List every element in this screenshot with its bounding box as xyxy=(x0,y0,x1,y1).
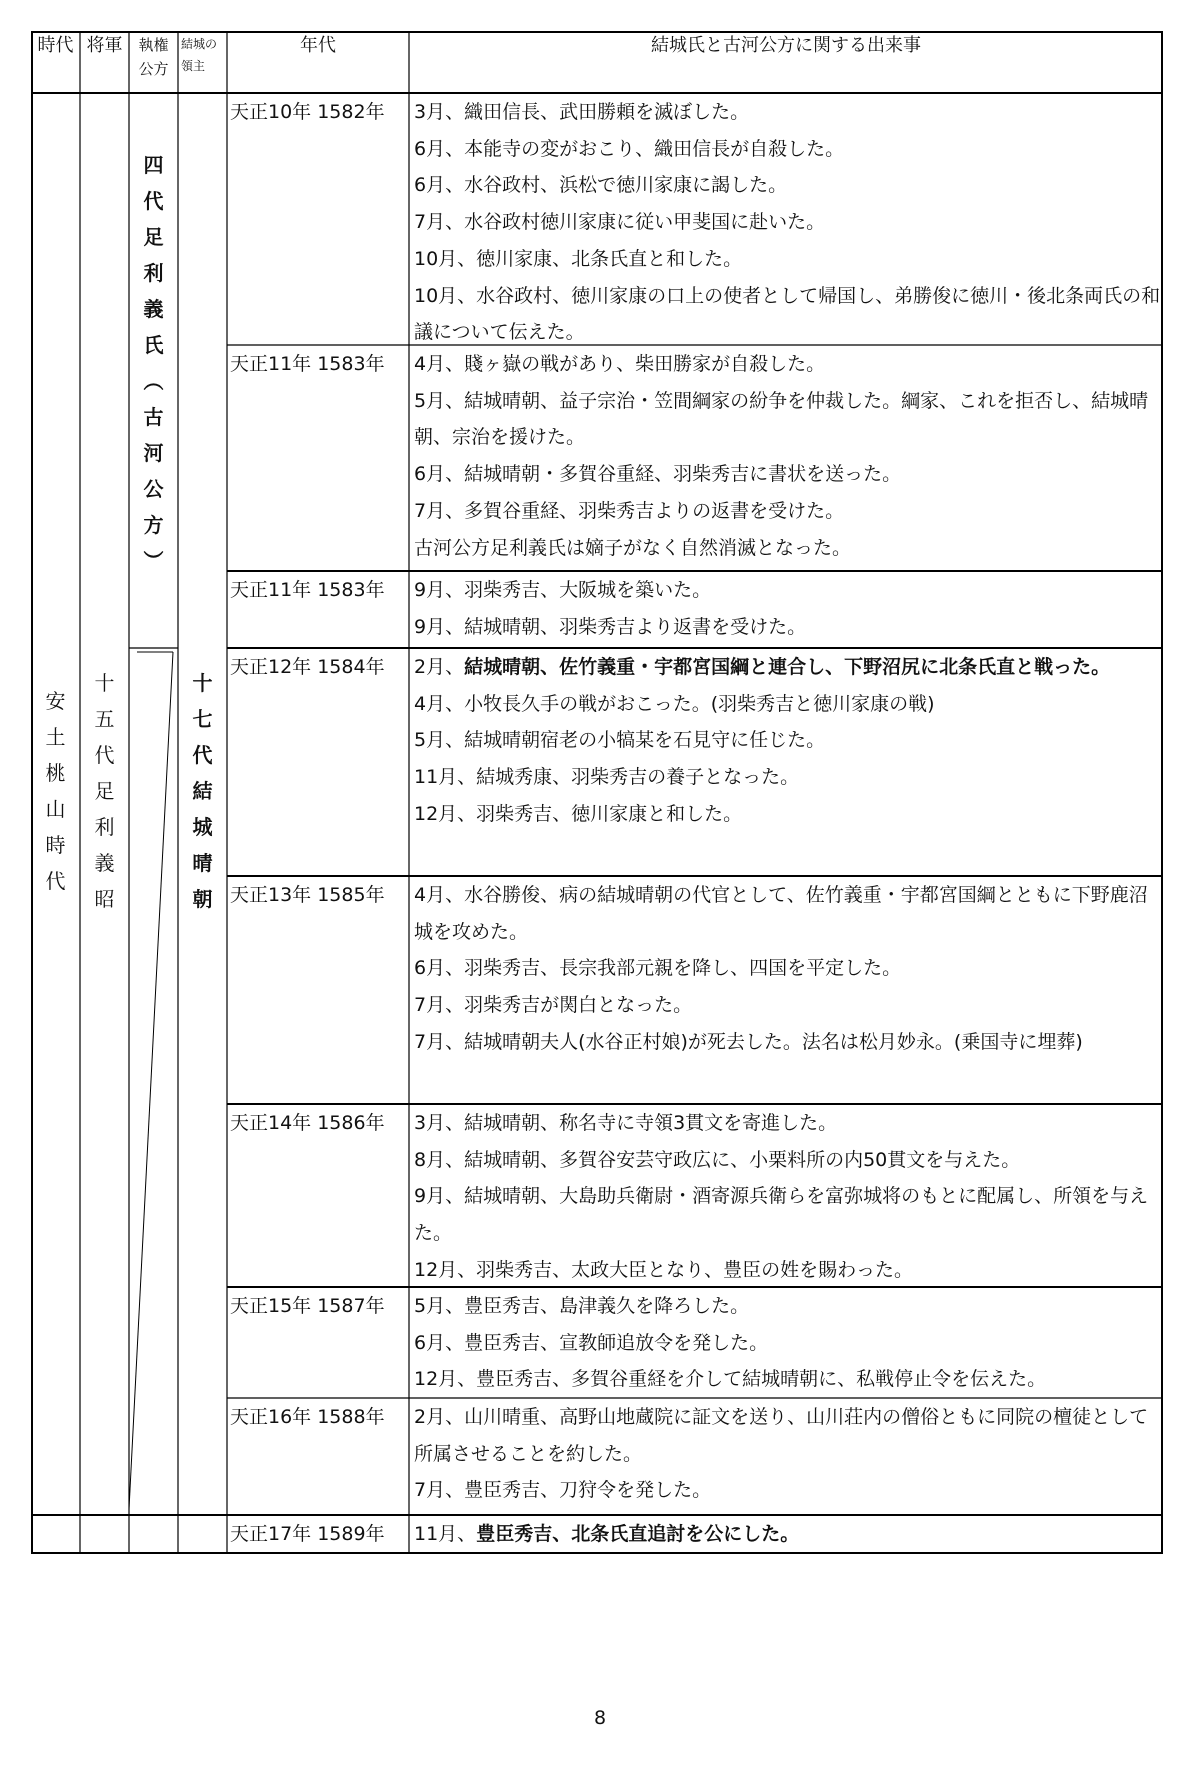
events-cell xyxy=(409,346,1163,571)
kubo-char: ︵ xyxy=(143,369,164,393)
kubo-char: 四 xyxy=(143,153,164,177)
kubo-char: 足 xyxy=(143,225,164,249)
era-char: 安 xyxy=(45,689,66,713)
event-item: 10月、徳川家康、北条氏直と和した。 xyxy=(414,247,743,270)
lord-char: 朝 xyxy=(192,887,213,911)
shogun-char: 義 xyxy=(94,851,115,875)
kubo-char: 利 xyxy=(143,261,164,285)
event-item: 11月、結城秀康、羽柴秀吉の養子となった。 xyxy=(414,766,800,789)
events-cell xyxy=(409,649,1163,876)
shogun-char: 昭 xyxy=(94,887,115,911)
shogun-char: 十 xyxy=(94,671,115,695)
event-item: 3月、織田信長、武田勝頼を滅ぼした。 xyxy=(414,101,750,123)
lord-char: 七 xyxy=(192,707,213,731)
header-year xyxy=(227,31,409,93)
event-item: 3月、結城晴朝、称名寺に寺領3貫文を寄進した。 xyxy=(414,1112,838,1134)
kubo-char: 代 xyxy=(143,189,164,213)
year-cell: 天正10年 1582年 xyxy=(230,101,385,123)
year-cell: 天正13年 1585年 xyxy=(230,884,385,906)
kubo-char: 義 xyxy=(143,297,164,321)
event-item: 2月、山川晴重、高野山地蔵院に証文を送り、山川荘内の僧俗ともに同院の檀徒として所属させることを約した。 xyxy=(414,1406,1149,1465)
year-cell: 天正15年 1587年 xyxy=(230,1295,385,1317)
event-item: 6月、本能寺の変がおこり、織田信長が自殺した。 xyxy=(414,137,845,160)
event-item: 12月、羽柴秀吉、徳川家康と和した。 xyxy=(414,802,743,825)
header-lord-line1: 結城の xyxy=(181,37,218,51)
header-lord xyxy=(178,33,227,93)
event-item: 7月、羽柴秀吉が関白となった。 xyxy=(414,994,693,1017)
event-item: 6月、結城晴朝・多賀谷重経、羽柴秀吉に書状を送った。 xyxy=(414,463,902,486)
event-bold-text: 結城晴朝、佐竹義重・宇都宮国綱と連合し、下野沼尻に北条氏直と戦った。 xyxy=(464,656,1111,678)
kubo-char: 公 xyxy=(143,477,164,501)
lord-char: 城 xyxy=(192,815,213,839)
era-char: 時 xyxy=(45,833,66,857)
event-item: 8月、結城晴朝、多賀谷安芸守政広に、小栗料所の内50貫文を与えた。 xyxy=(414,1148,1021,1171)
era-name-vertical xyxy=(31,683,80,899)
year-cell: 天正16年 1588年 xyxy=(230,1406,385,1428)
events-cell xyxy=(409,877,1163,1104)
shogun-char: 利 xyxy=(94,815,115,839)
event-item: 5月、結城晴朝、益子宗治・笠間綱家の紛争を仲裁した。綱家、これを拒否し、結城晴朝、宗治を援けた。 xyxy=(414,389,1149,449)
events-cell xyxy=(409,1105,1163,1287)
header-events xyxy=(409,31,1163,93)
era-char: 代 xyxy=(45,869,66,893)
kubo-char: ︶ xyxy=(143,549,164,573)
header-shogun-label: 将軍 xyxy=(86,35,123,56)
events-cell xyxy=(409,1288,1163,1398)
era-char: 桃 xyxy=(45,761,66,785)
year-cell: 天正14年 1586年 xyxy=(230,1112,385,1134)
header-events-label: 結城氏と古河公方に関する出来事 xyxy=(651,35,921,56)
header-era-label: 時代 xyxy=(37,35,74,56)
era-char: 山 xyxy=(45,797,66,821)
event-item: 10月、水谷政村、徳川家康の口上の使者として帰国し、弟勝俊に徳川・後北条両氏の和議について伝えた。 xyxy=(414,284,1161,344)
year-cell: 天正17年 1589年 xyxy=(230,1523,385,1545)
history-table xyxy=(31,31,1163,1554)
kubo-char: 古 xyxy=(143,405,164,429)
header-regent-line1: 執権 xyxy=(138,36,169,54)
event-item: 古河公方足利義氏は嫡子がなく自然消滅となった。 xyxy=(414,536,852,559)
shogun-char: 五 xyxy=(94,707,115,731)
event-item: 7月、水谷政村徳川家康に従い甲斐国に赴いた。 xyxy=(414,211,826,234)
shogun-name-vertical xyxy=(80,665,129,917)
events-cell xyxy=(409,572,1163,648)
lord-char: 代 xyxy=(192,743,213,767)
year-cell: 天正12年 1584年 xyxy=(230,656,385,678)
header-regent-line2: 公方 xyxy=(138,60,169,78)
page-number: 8 xyxy=(593,1707,607,1729)
events-cell xyxy=(409,1399,1163,1515)
event-item: 5月、豊臣秀吉、島津義久を降ろした。 xyxy=(414,1295,750,1317)
header-lord-line2: 領主 xyxy=(181,59,206,73)
event-bold-text: 豊臣秀吉、北条氏直追討を公にした。 xyxy=(476,1523,800,1545)
kubo-char: 氏 xyxy=(143,333,164,357)
lord-char: 晴 xyxy=(192,851,213,875)
event-item: 7月、多賀谷重経、羽柴秀吉よりの返書を受けた。 xyxy=(414,499,845,522)
header-era xyxy=(31,31,80,93)
event-item: 4月、水谷勝俊、病の結城晴朝の代官として、佐竹義重・宇都宮国綱とともに下野鹿沼城を攻めた。 xyxy=(414,884,1148,943)
event-prefix: 2月、 xyxy=(414,656,465,678)
year-cell: 天正11年 1583年 xyxy=(230,579,385,601)
kubo-char: 河 xyxy=(143,441,164,465)
event-item: 4月、小牧長久手の戦がおこった。(羽柴秀吉と徳川家康の戦) xyxy=(414,692,935,715)
event-item xyxy=(414,1516,1161,1553)
kubo-name-vertical xyxy=(129,147,178,579)
lord-char: 結 xyxy=(192,779,213,803)
event-item: 9月、羽柴秀吉、大阪城を築いた。 xyxy=(414,579,712,601)
header-year-label: 年代 xyxy=(300,35,336,56)
event-item: 4月、賤ヶ嶽の戦があり、柴田勝家が自殺した。 xyxy=(414,353,826,375)
kubo-char: 方 xyxy=(143,513,164,537)
lord-name-vertical xyxy=(178,665,227,917)
event-item: 7月、豊臣秀吉、刀狩令を発した。 xyxy=(414,1479,712,1502)
year-cell: 天正11年 1583年 xyxy=(230,353,385,375)
event-item: 6月、水谷政村、浜松で徳川家康に謁した。 xyxy=(414,174,788,197)
shogun-char: 足 xyxy=(94,779,115,803)
event-item: 12月、羽柴秀吉、太政大臣となり、豊臣の姓を賜わった。 xyxy=(414,1258,913,1281)
lord-char: 十 xyxy=(192,671,213,695)
event-item xyxy=(414,649,1161,686)
event-item: 7月、結城晴朝夫人(水谷正村娘)が死去した。法名は松月妙永。(乗国寺に埋葬) xyxy=(414,1030,1083,1053)
era-char: 土 xyxy=(45,725,66,749)
events-cell xyxy=(409,1516,1163,1554)
shogun-char: 代 xyxy=(94,743,115,767)
event-item: 6月、豊臣秀吉、宣教師追放令を発した。 xyxy=(414,1331,769,1354)
event-item: 9月、結城晴朝、羽柴秀吉より返書を受けた。 xyxy=(414,615,807,638)
event-prefix: 11月、 xyxy=(414,1523,477,1545)
event-item: 12月、豊臣秀吉、多賀谷重経を介して結城晴朝に、私戦停止令を伝えた。 xyxy=(414,1368,1047,1391)
event-item: 6月、羽柴秀吉、長宗我部元親を降し、四国を平定した。 xyxy=(414,957,902,980)
header-shogun xyxy=(80,31,129,93)
header-regent xyxy=(129,33,178,93)
event-item: 9月、結城晴朝、大島助兵衛尉・酒寄源兵衛らを富弥城将のもとに配属し、所領を与えた。 xyxy=(414,1185,1149,1245)
events-cell xyxy=(409,94,1163,345)
event-item: 5月、結城晴朝宿老の小犒某を石見守に任じた。 xyxy=(414,729,826,752)
